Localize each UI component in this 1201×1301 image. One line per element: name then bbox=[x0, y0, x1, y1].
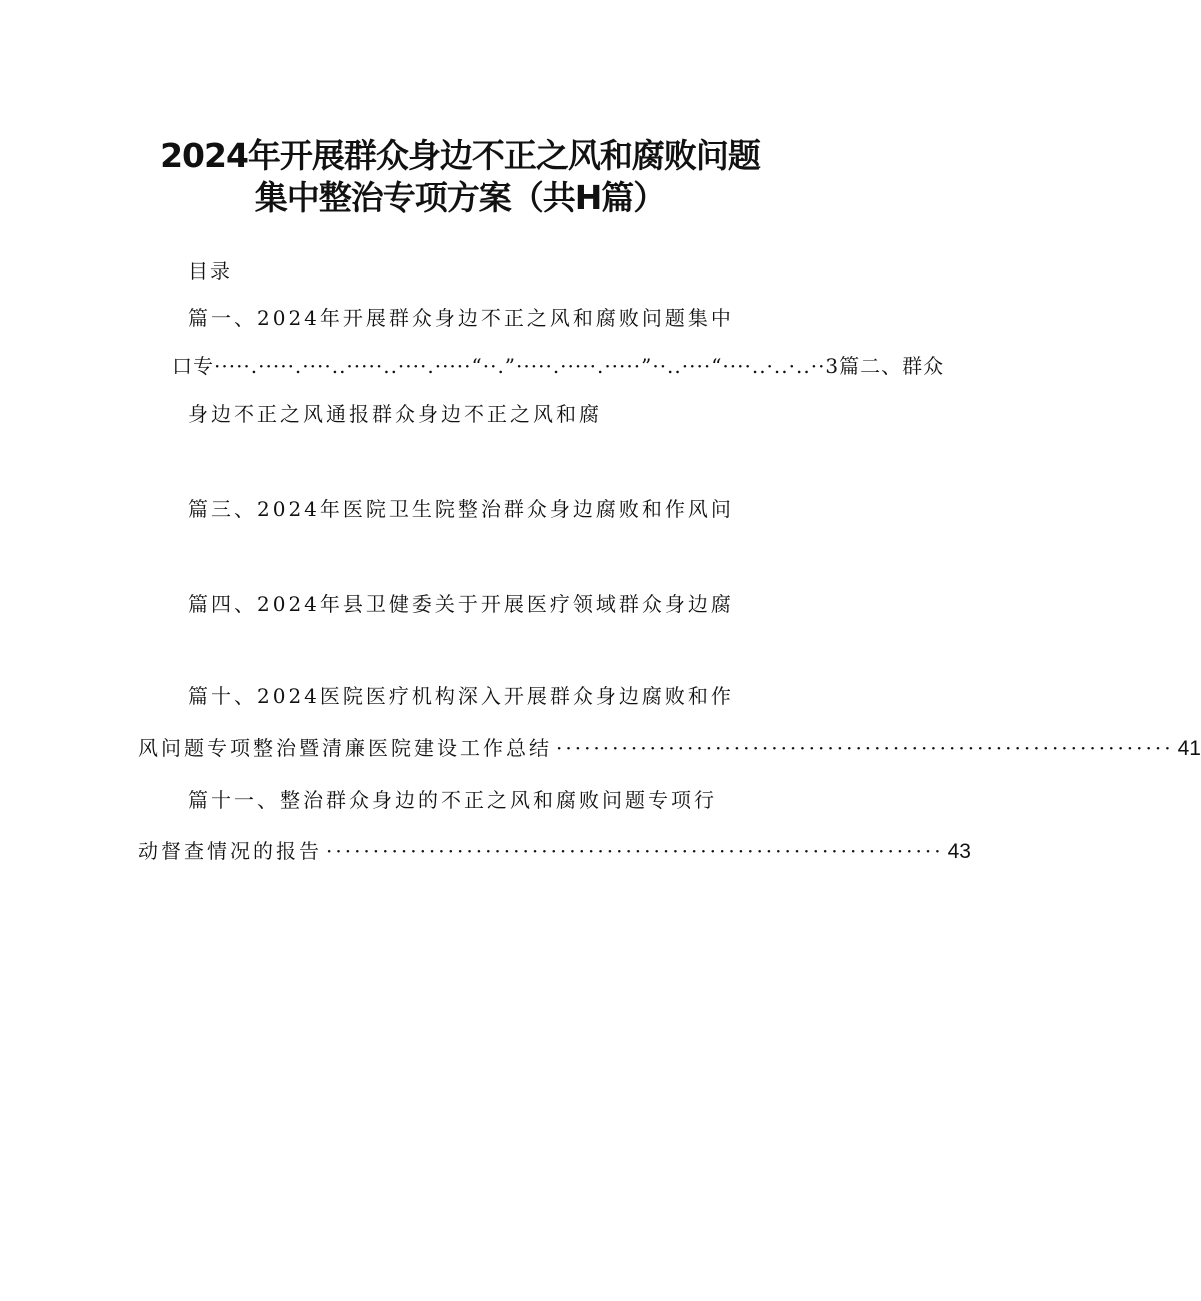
document-title-line-1: 2024年开展群众身边不正之风和腐败问题 bbox=[160, 136, 760, 175]
toc-heading: 目录 bbox=[188, 259, 232, 283]
toc-entry-2-continuation: 身边不正之风通报群众身边不正之风和腐 bbox=[188, 402, 602, 426]
toc-entry-3: 篇三、2024年医院卫生院整治群众身边腐败和作风问 bbox=[188, 497, 734, 521]
document-title-line-2: 集中整治专项方案（共H篇） bbox=[254, 178, 666, 217]
toc-entry-10: 篇十、2024医院医疗机构深入开展群众身边腐败和作 bbox=[188, 684, 734, 708]
toc-entry-1-continuation: 口专·····.·····.····..·····..····.·····“··.”·····.·····.·····”··..····“····..·..·..··3篇二、群众 bbox=[172, 354, 945, 378]
toc-entry-11-text: 动督查情况的报告 bbox=[138, 839, 322, 863]
toc-entry-4: 篇四、2024年县卫健委关于开展医疗领域群众身边腐 bbox=[188, 592, 734, 616]
toc-entry-11: 篇十一、整治群众身边的不正之风和腐败问题专项行 bbox=[188, 788, 717, 812]
toc-entry-11-continuation bbox=[138, 836, 971, 867]
toc-entry-10-text: 风问题专项整治暨清廉医院建设工作总结 bbox=[138, 736, 552, 760]
page-number: 41 bbox=[1177, 737, 1201, 760]
leader-dots: ·································································· bbox=[326, 839, 944, 863]
page-number: 43 bbox=[947, 840, 971, 863]
leader-dots: ·································································· bbox=[556, 736, 1174, 760]
toc-entry-10-continuation bbox=[138, 733, 1201, 764]
toc-entry-1: 篇一、2024年开展群众身边不正之风和腐败问题集中 bbox=[188, 306, 734, 330]
